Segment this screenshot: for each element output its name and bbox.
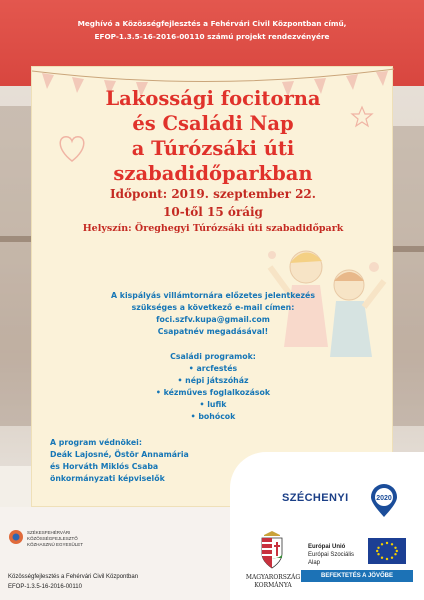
eu-line-3: Alap (308, 560, 321, 566)
patrons-heading: A program védnökei: (50, 438, 142, 447)
org-logo-line-1: SZÉKESFEHÉRVÁRI (27, 530, 71, 535)
title-line-4: szabadidőparkban (113, 162, 313, 185)
event-date: Időpont: 2019. szeptember 22. (110, 187, 316, 201)
funding-logos-panel (230, 452, 424, 600)
event-place: Helyszín: Öreghegyi Túrózsáki úti szabadidőpark (82, 223, 344, 234)
footer-project-code: EFOP-1.3.5-16-2016-00110 (8, 584, 82, 590)
gov-line-2: KORMÁNYA (254, 582, 292, 589)
org-logo-line-3: KÖZHASZNÚ EGYESÜLET (27, 542, 84, 547)
title-line-1: Lakossági focitorna (105, 87, 321, 110)
title-line-3: a Túrózsáki úti (131, 137, 295, 160)
eu-line-1: Európai Unió (308, 544, 346, 550)
patrons-line-1: Deák Lajosné, Östör Annamária (50, 450, 189, 459)
registration-line-2: szükséges a következő e-mail címen: (131, 303, 295, 312)
star-decoration (350, 105, 374, 129)
heart-decoration (52, 127, 92, 167)
patrons-line-3: önkormányzati képviselők (50, 474, 165, 483)
eu-flag-icon (368, 538, 406, 564)
szechenyi-label: SZÉCHENYI (282, 492, 349, 504)
footer-org-name: Közösségfejlesztés a Fehérvári Civil Központban (8, 574, 139, 580)
program-item: • bohócok (190, 412, 236, 421)
slogan-bar (301, 570, 413, 582)
szechenyi-2020-pin-icon (370, 484, 398, 518)
title-line-2: és Családi Nap (132, 112, 294, 135)
program-item: • népi játszóház (177, 376, 249, 385)
szechenyi-year: 2020 (376, 495, 392, 502)
program-item: • kézműves foglalkozások (155, 388, 271, 397)
registration-line-3: Csapatnév megadásával! (157, 327, 269, 336)
invitation-card (31, 66, 393, 507)
hungarian-coat-of-arms-icon (258, 530, 286, 570)
program-item: • arcfestés (188, 364, 238, 373)
event-time: 10-től 15 óráig (163, 205, 263, 219)
program-item: • lufik (199, 400, 227, 409)
patrons-line-2: és Horváth Miklós Csaba (50, 462, 159, 471)
organization-logo-icon (8, 529, 24, 545)
programs-heading: Családi programok: (170, 352, 256, 361)
eu-line-2: Európai Szociális (308, 552, 355, 558)
registration-email[interactable]: foci.szfv.kupa@gmail.com (156, 315, 270, 324)
registration-line-1: A kispályás villámtornára előzetes jelentkezés (111, 291, 315, 300)
children-illustration (264, 237, 389, 367)
slogan-text: BEFEKTETÉS A JÖVŐBE (321, 573, 393, 579)
invitation-line-1: Meghívó a Közösségfejlesztés a Fehérvári Civil Központban című, (77, 19, 347, 28)
invitation-line-2: EFOP-1.3.5-16-2016-00110 számú projekt rendezvényére (94, 32, 330, 41)
org-logo-line-2: KÖZÖSSÉGFEJLESZTŐ (27, 536, 78, 541)
gov-line-1: MAGYARORSZÁG (245, 574, 301, 581)
